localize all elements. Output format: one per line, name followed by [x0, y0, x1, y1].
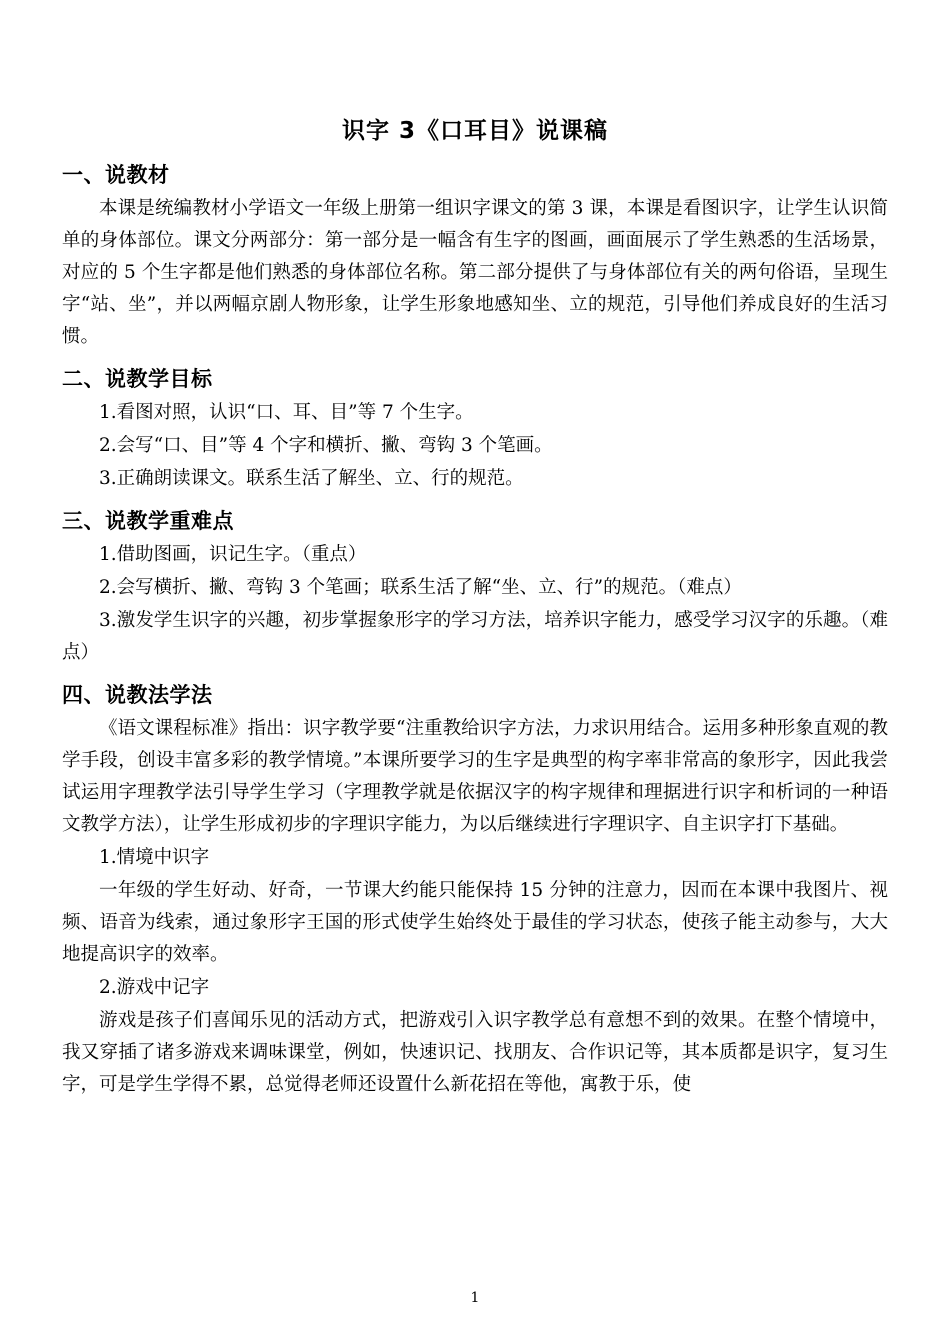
- section-4-paragraph-3: 一年级的学生好动、好奇，一节课大约能只能保持 15 分钟的注意力，因而在本课中我图片、视频、语音为线索，通过象形字王国的形式使学生始终处于最佳的学习状态，使孩子能主动参与，大大地提高识字的效率。: [62, 880, 888, 965]
- section-3-paragraph-2: 2.会写横折、撇、弯钩 3 个笔画；联系生活了解“坐、立、行”的规范。（难点）: [99, 577, 742, 598]
- page-title: 识字 3《口耳目》说课稿: [341, 118, 608, 144]
- section-1-paragraph-1: 本课是统编教材小学语文一年级上册第一组识字课文的第 3 课，本课是看图识字，让学生认识简单的身体部位。课文分两部分：第一部分是一幅含有生字的图画，画面展示了学生熟悉的生活场景，对应的 5 个生字都是他们熟悉的身体部位名称。第二部分提供了与身体部位有关的两句俗语，呈现生字“站、坐”，并以两幅京剧人物形象，让学生形象地感知坐、立的规范，引导他们养成良好的生活习惯。: [62, 198, 888, 347]
- section-4-paragraph-5: 游戏是孩子们喜闻乐见的活动方式，把游戏引入识字教学总有意想不到的效果。在整个情境中，我又穿插了诸多游戏来调味课堂，例如，快速识记、找朋友、合作识记等，其本质都是识字，复习生字，可是学生学得不累，总觉得老师还设置什么新花招在等他，寓教于乐，使: [62, 1010, 888, 1095]
- section-2-paragraph-1: 1.看图对照，认识“口、耳、目”等 7 个生字。: [99, 402, 474, 423]
- section-4-paragraph-2: 1.情境中识字: [99, 847, 210, 868]
- section-heading-3: 三、说教学重难点: [62, 509, 234, 533]
- section-4-paragraph-1: 《语文课程标准》指出：识字教学要“注重教给识字方法，力求识用结合。运用多种形象直观的教学手段，创设丰富多彩的教学情境。”本课所要学习的生字是典型的构字率非常高的象形字，因此我尝试运用字理教学法引导学生学习（字理教学就是依据汉字的构字规律和理据进行识字和析词的一种语文教学方法），让学生形成初步的字理识字能力，为以后继续进行字理识字、自主识字打下基础。: [62, 718, 888, 835]
- page-number: 1: [470, 1290, 480, 1306]
- section-heading-4: 四、说教法学法: [62, 683, 213, 707]
- section-4-paragraph-4: 2.游戏中记字: [99, 977, 210, 998]
- section-heading-1: 一、说教材: [62, 163, 170, 187]
- section-3-paragraph-3: 3.激发学生识字的兴趣，初步掌握象形字的学习方法，培养识字能力，感受学习汉字的乐趣。（难点）: [62, 610, 888, 663]
- section-2-paragraph-2: 2.会写“口、目”等 4 个字和横折、撇、弯钩 3 个笔画。: [99, 435, 553, 456]
- section-heading-2: 二、说教学目标: [62, 367, 213, 391]
- section-2-paragraph-3: 3.正确朗读课文。联系生活了解坐、立、行的规范。: [99, 468, 524, 489]
- section-3-paragraph-1: 1.借助图画，识记生字。（重点）: [99, 544, 367, 565]
